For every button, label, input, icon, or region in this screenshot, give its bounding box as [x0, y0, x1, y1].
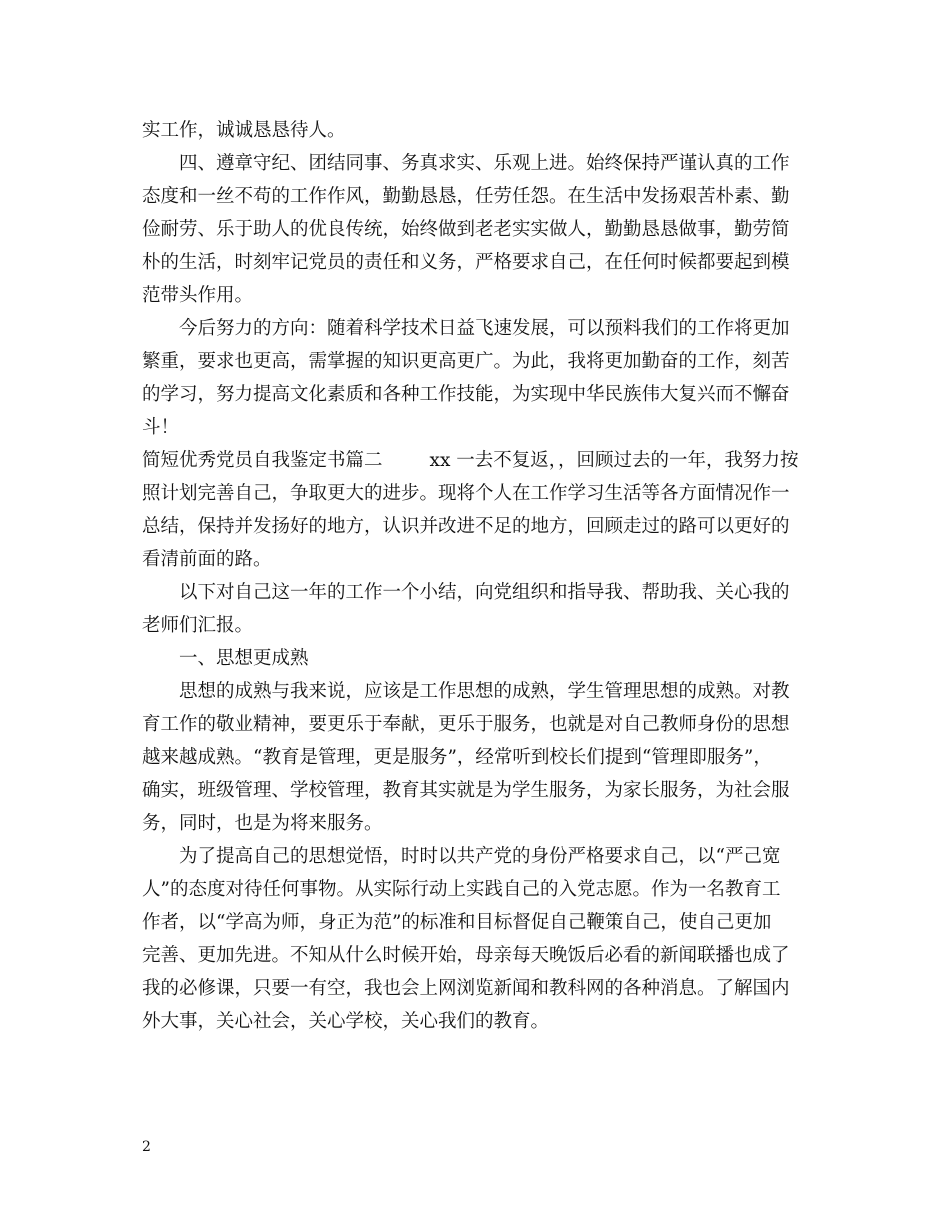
- text-line: 简短优秀党员自我鉴定书篇二 xx 一去不复返，，回顾过去的一年，我努力按: [142, 450, 799, 471]
- text-line: 完善、更加先进。不知从什么时候开始，母亲每天晚饭后必看的新闻联播也成了: [142, 945, 790, 966]
- text-line: 作者，以“学高为师，身正为范”的标准和目标督促自己鞭策自己，使自己更加: [142, 912, 772, 933]
- text-line: 务，同时，也是为将来服务。: [142, 813, 383, 834]
- text-line: 范带头作用。: [142, 285, 254, 306]
- page-number: 2: [142, 1139, 151, 1155]
- text-line: 照计划完善自己，争取更大的进步。现将个人在工作学习生活等各方面情况作一: [142, 483, 790, 504]
- text-line: 一、思想更成熟: [179, 648, 309, 669]
- text-line: 人”的态度对待任何事物。从实际行动上实践自己的入党志愿。作为一名教育工: [142, 879, 781, 900]
- text-line: 繁重，要求也更高，需掌握的知识更高更广。为此，我将更加勤奋的工作，刻苦: [142, 351, 790, 372]
- text-line: 确实，班级管理、学校管理，教育其实就是为学生服务，为家长服务，为社会服: [142, 780, 790, 801]
- text-line: 育工作的敬业精神，要更乐于奉献，更乐于服务，也就是对自己教师身份的思想: [142, 714, 790, 735]
- text-line: 总结，保持并发扬好的地方，认识并改进不足的地方，回顾走过的路可以更好的: [142, 516, 790, 537]
- document-body: [142, 114, 812, 1038]
- text-line: 老师们汇报。: [142, 615, 254, 636]
- text-line: 外大事，关心社会，关心学校，关心我们的教育。: [142, 1011, 550, 1032]
- text-line: 思想的成熟与我来说，应该是工作思想的成熟，学生管理思想的成熟。对教: [179, 681, 790, 702]
- text-line: 看清前面的路。: [142, 549, 272, 570]
- text-line: 的学习，努力提高文化素质和各种工作技能，为实现中华民族伟大复兴而不懈奋: [142, 384, 790, 405]
- text-line: 实工作，诚诚恳恳待人。: [142, 120, 346, 141]
- text-line: 为了提高自己的思想觉悟，时时以共产党的身份严格要求自己，以“严己宽: [179, 846, 781, 867]
- text-line: 我的必修课，只要一有空，我也会上网浏览新闻和教科网的各种消息。了解国内: [142, 978, 790, 999]
- text-line: 态度和一丝不苟的工作作风，勤勤恳恳，任劳任怨。在生活中发扬艰苦朴素、勤: [142, 186, 790, 207]
- text-line: 以下对自己这一年的工作一个小结，向党组织和指导我、帮助我、关心我的: [179, 582, 790, 603]
- text-line: 四、遵章守纪、团结同事、务真求实、乐观上进。始终保持严谨认真的工作: [179, 153, 790, 174]
- text-line: 越来越成熟。“教育是管理，更是服务”，经常听到校长们提到“管理即服务”，: [142, 747, 772, 768]
- text-line: 今后努力的方向：随着科学技术日益飞速发展，可以预料我们的工作将更加: [179, 318, 790, 339]
- text-line: 斗！: [142, 417, 180, 438]
- text-line: 朴的生活，时刻牢记党员的责任和义务，严格要求自己，在任何时候都要起到模: [142, 252, 790, 273]
- text-line: 俭耐劳、乐于助人的优良传统，始终做到老老实实做人，勤勤恳恳做事，勤劳简: [142, 219, 790, 240]
